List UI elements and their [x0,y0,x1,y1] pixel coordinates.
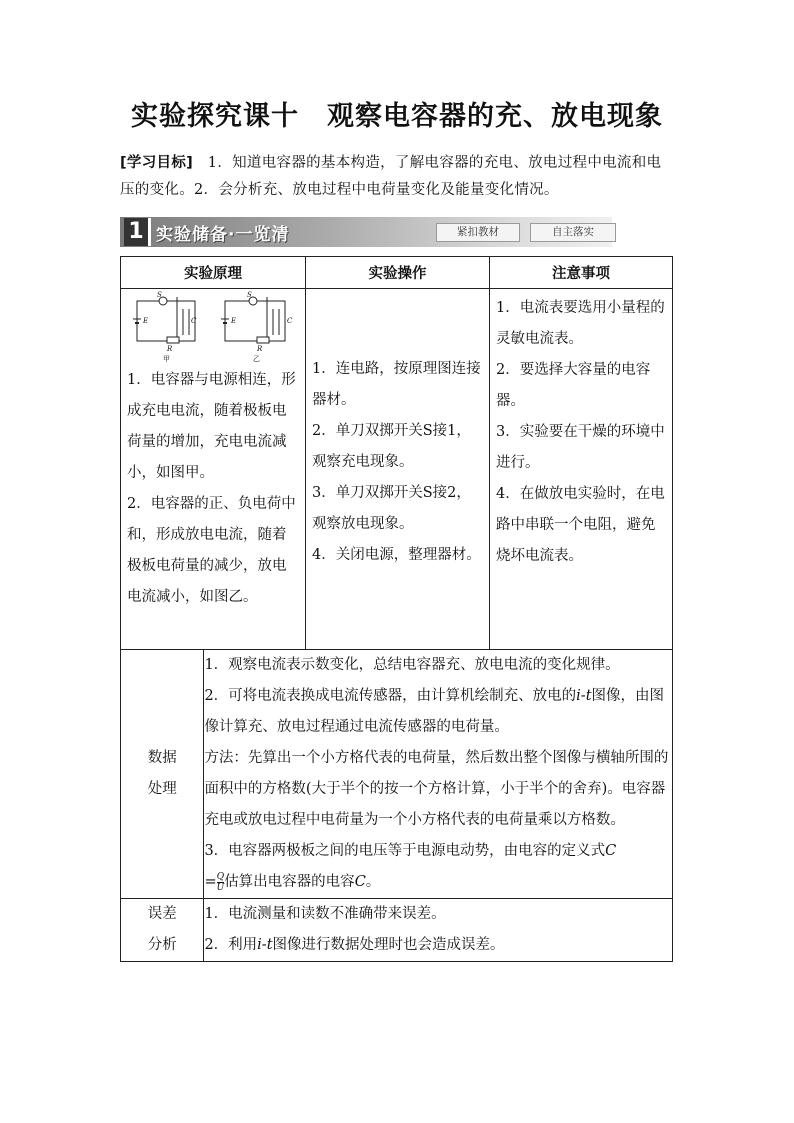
label-E-right: E [231,317,237,325]
notes-item-3: 3．实验要在干燥的环境中进行。 [495,423,665,471]
label-S-left: S [157,291,162,299]
data-p4-b: 估算出电容器的电容 [224,874,355,890]
header-principle: 实验原理 [121,257,306,289]
error-label-line2: 分析 [147,937,177,953]
principle-text [121,365,305,613]
data-p3: 方法：先算出一个小方格代表的电荷量，然后数出整个图像与横轴所围的面积中的方格数(大于半个的按一个方格计算，小于半个的舍弃)。电容器充电或放电过程中电荷量为一个小方格代表的电荷量乘以方格数。 [204,750,669,828]
notes-item-1: 1．电流表要选用小量程的灵敏电流表。 [495,299,665,347]
label-R-right: R [257,345,263,353]
error-e1: 1．电流测量和读数不准确带来误差。 [204,906,446,922]
label-R-left: R [167,345,173,353]
section-banner [120,217,612,247]
banner-number: 1 [124,218,151,246]
data-p4 [204,836,672,898]
circuit-diagrams [121,291,305,365]
data-processing-label [121,650,204,899]
notes-item-4: 4．在做放电实验时，在电路中串联一个电阻，避免烧坏电流表。 [495,485,665,564]
caption-jia: 甲 [163,355,170,363]
frac-numerator: Q [216,871,225,882]
error-e2 [204,930,672,961]
error-analysis-label [121,899,204,962]
data-p4-C2: C [354,874,366,890]
data-p4-end: 。 [365,874,381,890]
experiment-table [120,256,673,962]
data-processing-content [204,650,673,899]
error-e2-it: i-t [257,937,273,953]
data-p4-a: 3．电容器两极板之间的电压等于电源电动势，由电容的定义式 [204,843,606,859]
data-p4-eq: = [204,874,217,890]
principle-item-2: 2．电容器的正、负电荷中和，形成放电电流，随着极板电荷量的减少，放电电流减小，如图乙。 [127,496,296,605]
operation-item-1: 1．连电路，按原理图连接器材。 [312,360,481,408]
data-p4-C: C [605,843,617,859]
label-C-left: C [191,317,197,325]
banner-button-self-study: 自主落实 [530,223,616,242]
header-operation: 实验操作 [306,257,490,289]
error-e2-a: 2．利用 [204,937,258,953]
data-p2-a: 2．可将电流表换成电流传感器，由计算机绘制充、放电的 [204,688,577,704]
operation-item-3: 3．单刀双掷开关S接2，观察放电现象。 [312,484,471,532]
data-p1: 1．观察电流表示数变化，总结电容器充、放电电流的变化规律。 [204,657,620,673]
error-label-line1: 误差 [147,906,177,922]
caption-yi: 乙 [253,355,260,363]
data-label-line2: 处理 [147,781,177,797]
data-p2 [204,681,672,743]
frac-denominator: U [216,882,225,893]
label-S-right: S [247,291,252,299]
page-title [0,94,794,133]
label-E-left: E [143,317,149,325]
learning-goal [120,150,676,204]
data-p2-b: 图像，由图像计算充、放电过程通过电流传感器的电荷量。 [204,688,665,735]
operation-cell [306,289,490,650]
banner-title: 实验储备·一览清 [156,225,290,245]
operation-item-2: 2．单刀双掷开关S接1，观察充电现象。 [312,422,471,470]
goal-tag: [学习目标] [120,155,194,171]
operation-item-4: 4．关闭电源，整理器材。 [312,546,481,563]
error-analysis-content [204,899,673,962]
principle-item-1: 1．电容器与电源相连，形成充电电流，随着极板电荷量的增加，充电电流减小，如图甲。 [127,372,296,481]
goal-text: 1．知道电容器的基本构造，了解电容器的充电、放电过程中电流和电压的变化。2．会分析充、放电过程中电荷量变化及能量变化情况。 [120,155,662,198]
banner-button-textbook: 紧扣教材 [436,223,520,242]
principle-cell [121,289,306,650]
error-e2-b: 图像进行数据处理时也会造成误差。 [272,937,505,953]
data-p2-it: i-t [576,688,592,704]
header-notes: 注意事项 [489,257,672,289]
title-part2: 观察电容器的充、放电现象 [327,101,663,132]
data-label-line1: 数据 [147,750,177,766]
notes-item-2: 2．要选择大容量的电容器。 [495,361,651,409]
title-part1: 实验探究课十 [131,101,299,132]
label-C-right: C [287,317,293,325]
notes-cell [489,289,672,650]
